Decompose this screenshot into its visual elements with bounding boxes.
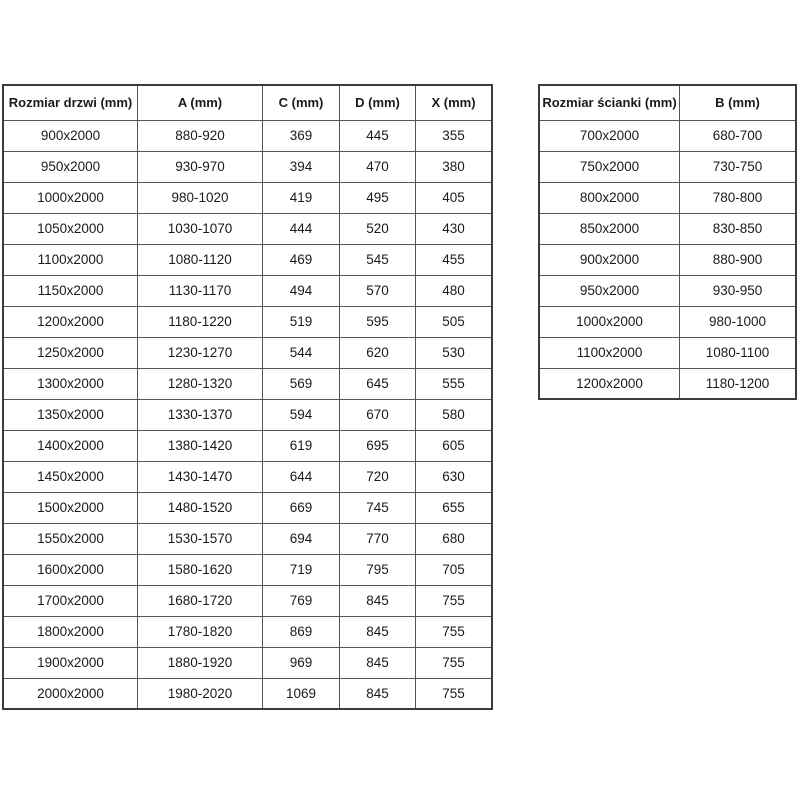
table-cell: 950x2000	[3, 151, 138, 182]
table-cell: 1200x2000	[539, 368, 680, 399]
table-cell: 644	[263, 461, 340, 492]
table-cell: 845	[340, 647, 416, 678]
table-cell: 1400x2000	[3, 430, 138, 461]
table-row	[539, 368, 796, 399]
table-cell: 1050x2000	[3, 213, 138, 244]
table-cell: 900x2000	[3, 120, 138, 151]
table-row	[3, 306, 492, 337]
table-cell: 950x2000	[539, 275, 680, 306]
table-row	[539, 120, 796, 151]
column-header: Rozmiar drzwi (mm)	[3, 85, 138, 120]
table-cell: 1530-1570	[138, 523, 263, 554]
table-cell: 455	[416, 244, 493, 275]
table-cell: 745	[340, 492, 416, 523]
column-header: X (mm)	[416, 85, 493, 120]
table-cell: 494	[263, 275, 340, 306]
table-cell: 1500x2000	[3, 492, 138, 523]
table-cell: 355	[416, 120, 493, 151]
table-cell: 830-850	[680, 213, 797, 244]
table-cell: 1280-1320	[138, 368, 263, 399]
table-cell: 1150x2000	[3, 275, 138, 306]
table-cell: 380	[416, 151, 493, 182]
column-header: A (mm)	[138, 85, 263, 120]
table-cell: 670	[340, 399, 416, 430]
table-cell: 680-700	[680, 120, 797, 151]
table-cell: 369	[263, 120, 340, 151]
table-cell: 430	[416, 213, 493, 244]
table-cell: 595	[340, 306, 416, 337]
table-cell: 444	[263, 213, 340, 244]
table-cell: 755	[416, 616, 493, 647]
table-row	[3, 337, 492, 368]
table-cell: 930-970	[138, 151, 263, 182]
table-cell: 519	[263, 306, 340, 337]
table-cell: 980-1020	[138, 182, 263, 213]
table-cell: 1700x2000	[3, 585, 138, 616]
table-cell: 850x2000	[539, 213, 680, 244]
table-cell: 880-900	[680, 244, 797, 275]
table-cell: 545	[340, 244, 416, 275]
table-row	[539, 151, 796, 182]
table-cell: 780-800	[680, 182, 797, 213]
table-cell: 1230-1270	[138, 337, 263, 368]
table-row	[539, 213, 796, 244]
table-cell: 845	[340, 616, 416, 647]
table-cell: 480	[416, 275, 493, 306]
table-cell: 755	[416, 585, 493, 616]
table-row	[3, 182, 492, 213]
column-header: C (mm)	[263, 85, 340, 120]
table-cell: 1180-1220	[138, 306, 263, 337]
table-cell: 520	[340, 213, 416, 244]
table-cell: 1100x2000	[3, 244, 138, 275]
table-cell: 1000x2000	[539, 306, 680, 337]
header-row	[539, 85, 796, 120]
table-cell: 800x2000	[539, 182, 680, 213]
header-row	[3, 85, 492, 120]
table-row	[3, 244, 492, 275]
table-cell: 469	[263, 244, 340, 275]
table-cell: 1580-1620	[138, 554, 263, 585]
table-cell: 2000x2000	[3, 678, 138, 709]
table-cell: 1080-1100	[680, 337, 797, 368]
table-cell: 705	[416, 554, 493, 585]
table-cell: 1600x2000	[3, 554, 138, 585]
table-cell: 1550x2000	[3, 523, 138, 554]
table-cell: 1100x2000	[539, 337, 680, 368]
table-cell: 730-750	[680, 151, 797, 182]
table-cell: 630	[416, 461, 493, 492]
table-cell: 1480-1520	[138, 492, 263, 523]
table-row	[3, 120, 492, 151]
table-row	[3, 430, 492, 461]
table-cell: 569	[263, 368, 340, 399]
table-cell: 1980-2020	[138, 678, 263, 709]
table-row	[3, 523, 492, 554]
table-cell: 594	[263, 399, 340, 430]
table-row	[539, 275, 796, 306]
table-cell: 1130-1170	[138, 275, 263, 306]
table-row	[3, 616, 492, 647]
table-cell: 580	[416, 399, 493, 430]
table-cell: 1450x2000	[3, 461, 138, 492]
table-cell: 555	[416, 368, 493, 399]
table-cell: 669	[263, 492, 340, 523]
table-cell: 655	[416, 492, 493, 523]
table-cell: 1200x2000	[3, 306, 138, 337]
table-cell: 605	[416, 430, 493, 461]
table-cell: 769	[263, 585, 340, 616]
table-cell: 755	[416, 647, 493, 678]
table-cell: 405	[416, 182, 493, 213]
table-cell: 845	[340, 678, 416, 709]
table-row	[3, 492, 492, 523]
table-cell: 770	[340, 523, 416, 554]
table-row	[539, 182, 796, 213]
table-cell: 720	[340, 461, 416, 492]
table-row	[3, 461, 492, 492]
table-row	[3, 585, 492, 616]
table-row	[3, 554, 492, 585]
wall-panel-size-table	[538, 84, 797, 400]
table-cell: 445	[340, 120, 416, 151]
table-row	[539, 306, 796, 337]
table-row	[539, 337, 796, 368]
table-cell: 1180-1200	[680, 368, 797, 399]
table-cell: 1680-1720	[138, 585, 263, 616]
table-cell: 880-920	[138, 120, 263, 151]
table-cell: 1000x2000	[3, 182, 138, 213]
table-row	[3, 399, 492, 430]
table-cell: 1880-1920	[138, 647, 263, 678]
table-cell: 969	[263, 647, 340, 678]
table-cell: 750x2000	[539, 151, 680, 182]
table-row	[3, 678, 492, 709]
table-cell: 645	[340, 368, 416, 399]
table-row	[3, 647, 492, 678]
table-row	[3, 151, 492, 182]
table-row	[3, 368, 492, 399]
table-cell: 1350x2000	[3, 399, 138, 430]
table-row	[3, 275, 492, 306]
table-cell: 694	[263, 523, 340, 554]
table-cell: 505	[416, 306, 493, 337]
table-cell: 1069	[263, 678, 340, 709]
table-cell: 680	[416, 523, 493, 554]
table-cell: 795	[340, 554, 416, 585]
table-cell: 1800x2000	[3, 616, 138, 647]
table-cell: 755	[416, 678, 493, 709]
table-cell: 419	[263, 182, 340, 213]
table-cell: 1080-1120	[138, 244, 263, 275]
table-cell: 1380-1420	[138, 430, 263, 461]
table-cell: 394	[263, 151, 340, 182]
table-cell: 1780-1820	[138, 616, 263, 647]
table-cell: 1430-1470	[138, 461, 263, 492]
table-cell: 570	[340, 275, 416, 306]
table-cell: 1330-1370	[138, 399, 263, 430]
table-cell: 530	[416, 337, 493, 368]
column-header: B (mm)	[680, 85, 797, 120]
table-cell: 1250x2000	[3, 337, 138, 368]
table-row	[539, 244, 796, 275]
table-cell: 700x2000	[539, 120, 680, 151]
table-cell: 900x2000	[539, 244, 680, 275]
table-cell: 1300x2000	[3, 368, 138, 399]
door-size-table	[2, 84, 493, 710]
table-cell: 719	[263, 554, 340, 585]
table-cell: 695	[340, 430, 416, 461]
table-cell: 1030-1070	[138, 213, 263, 244]
table-cell: 495	[340, 182, 416, 213]
table-cell: 1900x2000	[3, 647, 138, 678]
table-cell: 544	[263, 337, 340, 368]
table-cell: 930-950	[680, 275, 797, 306]
table-cell: 619	[263, 430, 340, 461]
column-header: Rozmiar ścianki (mm)	[539, 85, 680, 120]
table-cell: 869	[263, 616, 340, 647]
table-cell: 845	[340, 585, 416, 616]
table-cell: 470	[340, 151, 416, 182]
table-cell: 980-1000	[680, 306, 797, 337]
table-cell: 620	[340, 337, 416, 368]
column-header: D (mm)	[340, 85, 416, 120]
table-row	[3, 213, 492, 244]
